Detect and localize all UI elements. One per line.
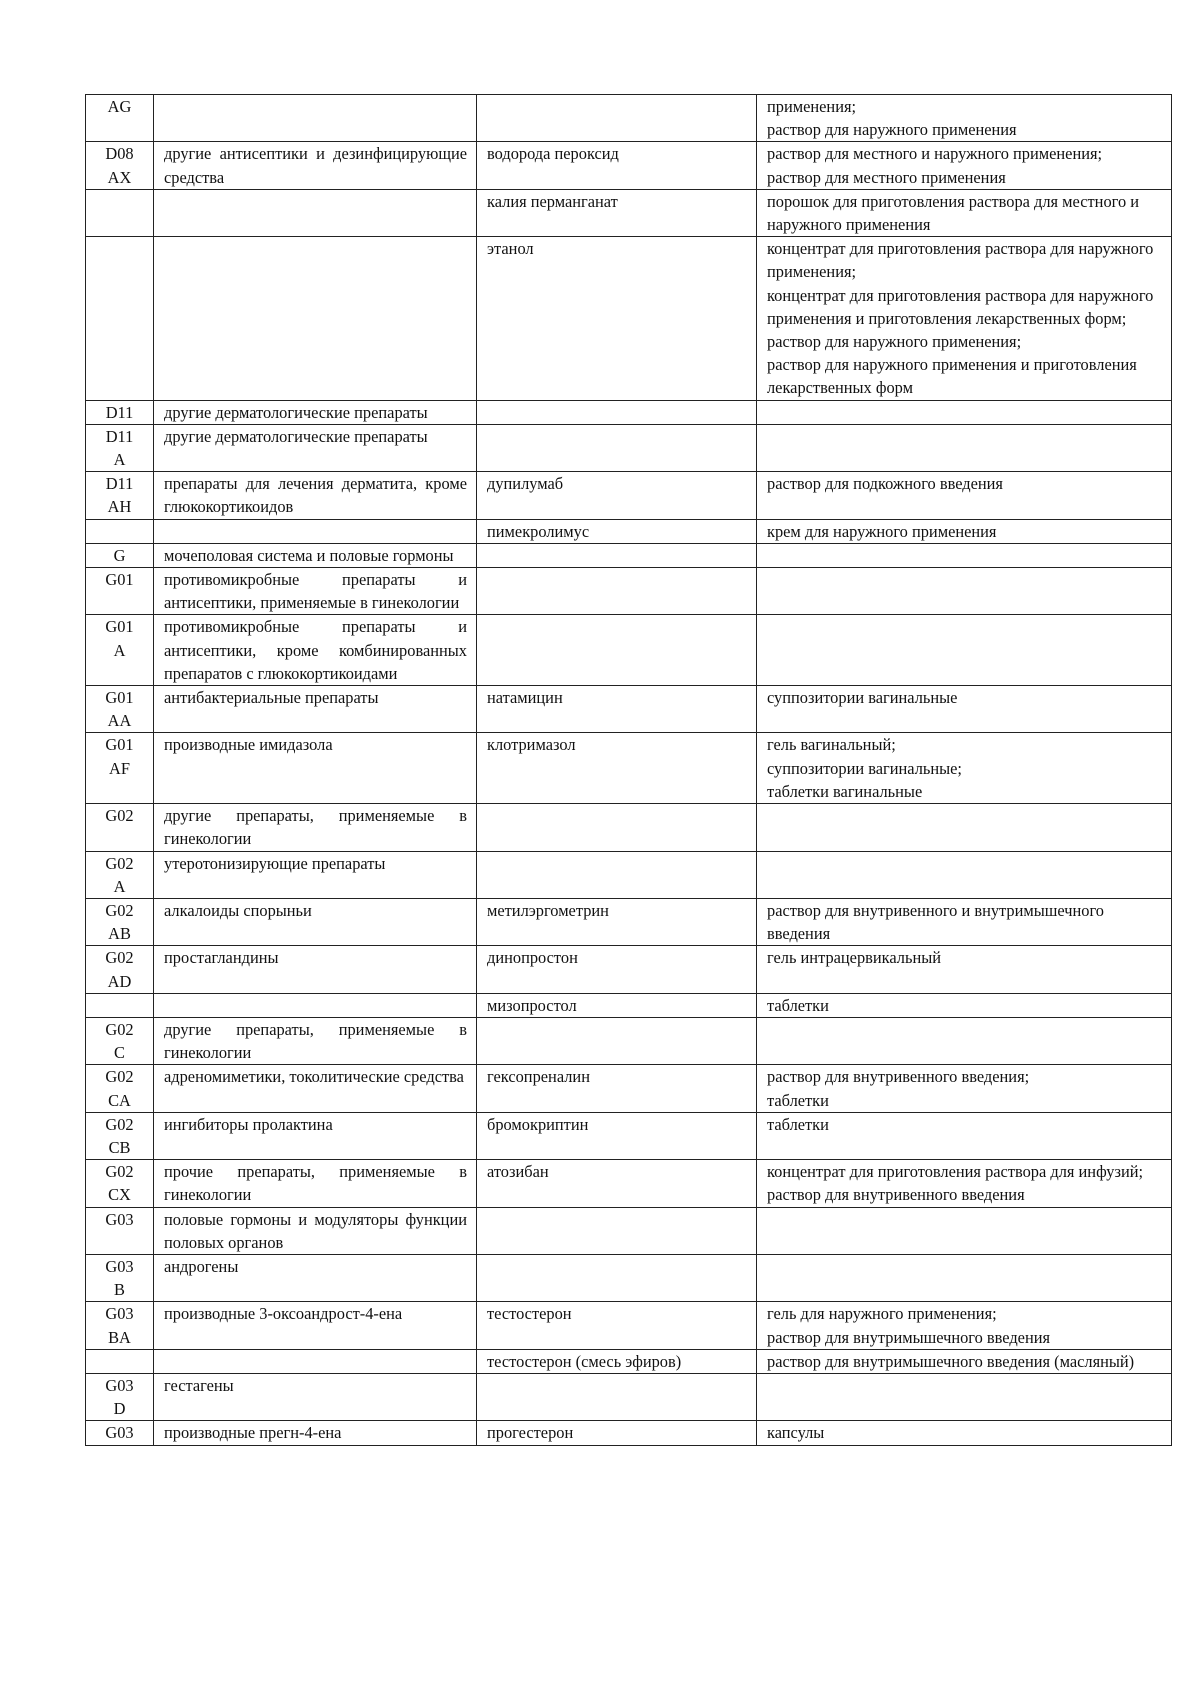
atc-code-cell: G02 AB: [86, 898, 154, 945]
atc-code-cell: G02 AD: [86, 946, 154, 993]
drug-name-cell: водорода пероксид: [477, 142, 757, 189]
drug-name-cell: [477, 400, 757, 424]
drug-name-cell: метилэргометрин: [477, 898, 757, 945]
atc-code-cell: G02 CA: [86, 1065, 154, 1112]
atc-code-cell: G02: [86, 804, 154, 851]
drug-name-cell: дупилумаб: [477, 472, 757, 519]
group-name-cell: [154, 189, 477, 236]
group-name-cell: [154, 519, 477, 543]
table-row: [86, 851, 1172, 898]
dosage-form-cell: раствор для внутривенного и внутримышечного введения: [757, 898, 1172, 945]
dosage-form-cell: [757, 851, 1172, 898]
table-row: [86, 733, 1172, 804]
dosage-form-cell: таблетки: [757, 1112, 1172, 1159]
table-row: [86, 1302, 1172, 1349]
atc-code-cell: G03: [86, 1421, 154, 1445]
dosage-form-cell: гель вагинальный; суппозитории вагинальные; таблетки вагинальные: [757, 733, 1172, 804]
atc-code-cell: [86, 519, 154, 543]
table-row: [86, 472, 1172, 519]
table-row: [86, 686, 1172, 733]
dosage-form-cell: [757, 400, 1172, 424]
drug-name-cell: [477, 1254, 757, 1301]
group-name-cell: другие антисептики и дезинфицирующие средства: [154, 142, 477, 189]
group-name-cell: простагландины: [154, 946, 477, 993]
atc-code-cell: D11: [86, 400, 154, 424]
drug-name-cell: гексопреналин: [477, 1065, 757, 1112]
atc-code-cell: [86, 1349, 154, 1373]
drug-name-cell: тестостерон: [477, 1302, 757, 1349]
atc-code-cell: G03: [86, 1207, 154, 1254]
drug-name-cell: [477, 804, 757, 851]
dosage-form-cell: капсулы: [757, 1421, 1172, 1445]
table-row: [86, 1254, 1172, 1301]
dosage-form-cell: концентрат для приготовления раствора для наружного применения; концентрат для приготовления раствора для наружного применения и приготовления лекарственных форм; раствор для наружного применения; раствор для наружного применения и приготовления лекарственных форм: [757, 237, 1172, 400]
atc-code-cell: G03 B: [86, 1254, 154, 1301]
group-name-cell: утеротонизирующие препараты: [154, 851, 477, 898]
atc-code-cell: G02 C: [86, 1017, 154, 1064]
atc-code-cell: G01 AF: [86, 733, 154, 804]
group-name-cell: антибактериальные препараты: [154, 686, 477, 733]
group-name-cell: [154, 993, 477, 1017]
table-row: [86, 568, 1172, 615]
group-name-cell: [154, 237, 477, 400]
dosage-form-cell: [757, 1254, 1172, 1301]
drug-name-cell: бромокриптин: [477, 1112, 757, 1159]
atc-code-cell: G02 CB: [86, 1112, 154, 1159]
dosage-form-cell: гель для наружного применения; раствор для внутримышечного введения: [757, 1302, 1172, 1349]
atc-code-cell: D08 AX: [86, 142, 154, 189]
group-name-cell: адреномиметики, токолитические средства: [154, 1065, 477, 1112]
drug-name-cell: прогестерон: [477, 1421, 757, 1445]
dosage-form-cell: [757, 568, 1172, 615]
table-row: [86, 1421, 1172, 1445]
group-name-cell: прочие препараты, применяемые в гинекологии: [154, 1160, 477, 1207]
drug-name-cell: [477, 1373, 757, 1420]
table-row: [86, 993, 1172, 1017]
dosage-form-cell: применения; раствор для наружного применения: [757, 95, 1172, 142]
drug-name-cell: [477, 568, 757, 615]
group-name-cell: мочеполовая система и половые гормоны: [154, 543, 477, 567]
group-name-cell: андрогены: [154, 1254, 477, 1301]
group-name-cell: другие препараты, применяемые в гинекологии: [154, 804, 477, 851]
atc-code-cell: D11 A: [86, 424, 154, 471]
atc-code-cell: [86, 189, 154, 236]
drug-name-cell: пимекролимус: [477, 519, 757, 543]
group-name-cell: [154, 1349, 477, 1373]
dosage-form-cell: [757, 1373, 1172, 1420]
atc-code-cell: AG: [86, 95, 154, 142]
drug-name-cell: [477, 851, 757, 898]
table-row: [86, 1207, 1172, 1254]
group-name-cell: другие дерматологические препараты: [154, 400, 477, 424]
dosage-form-cell: [757, 1017, 1172, 1064]
table-row: [86, 804, 1172, 851]
table-row: [86, 1160, 1172, 1207]
dosage-form-cell: [757, 543, 1172, 567]
dosage-form-cell: раствор для местного и наружного применения; раствор для местного применения: [757, 142, 1172, 189]
atc-code-cell: [86, 237, 154, 400]
atc-code-cell: G01 A: [86, 615, 154, 686]
dosage-form-cell: раствор для внутримышечного введения (масляный): [757, 1349, 1172, 1373]
dosage-form-cell: раствор для внутривенного введения; таблетки: [757, 1065, 1172, 1112]
table-row: [86, 237, 1172, 400]
atc-code-cell: G02 CX: [86, 1160, 154, 1207]
drug-name-cell: [477, 543, 757, 567]
drug-name-cell: [477, 1207, 757, 1254]
drug-name-cell: [477, 424, 757, 471]
group-name-cell: противомикробные препараты и антисептики, применяемые в гинекологии: [154, 568, 477, 615]
dosage-form-cell: гель интрацервикальный: [757, 946, 1172, 993]
drug-name-cell: тестостерон (смесь эфиров): [477, 1349, 757, 1373]
dosage-form-cell: крем для наружного применения: [757, 519, 1172, 543]
drug-name-cell: [477, 615, 757, 686]
table-row: [86, 95, 1172, 142]
table-row: [86, 424, 1172, 471]
atc-code-cell: G03 D: [86, 1373, 154, 1420]
group-name-cell: ингибиторы пролактина: [154, 1112, 477, 1159]
drug-name-cell: клотримазол: [477, 733, 757, 804]
atc-code-cell: G: [86, 543, 154, 567]
group-name-cell: противомикробные препараты и антисептики, кроме комбинированных препаратов с глюкокортикоидами: [154, 615, 477, 686]
atc-code-cell: D11 AH: [86, 472, 154, 519]
drug-name-cell: динопростон: [477, 946, 757, 993]
drug-name-cell: [477, 1017, 757, 1064]
atc-code-cell: G03 BA: [86, 1302, 154, 1349]
table-row: [86, 543, 1172, 567]
table-row: [86, 1349, 1172, 1373]
group-name-cell: препараты для лечения дерматита, кроме глюкокортикоидов: [154, 472, 477, 519]
table-row: [86, 1065, 1172, 1112]
drug-table: [85, 94, 1172, 1446]
atc-code-cell: [86, 993, 154, 1017]
dosage-form-cell: таблетки: [757, 993, 1172, 1017]
dosage-form-cell: [757, 1207, 1172, 1254]
dosage-form-cell: суппозитории вагинальные: [757, 686, 1172, 733]
group-name-cell: алкалоиды спорыньи: [154, 898, 477, 945]
dosage-form-cell: порошок для приготовления раствора для местного и наружного применения: [757, 189, 1172, 236]
dosage-form-cell: [757, 424, 1172, 471]
table-row: [86, 1112, 1172, 1159]
dosage-form-cell: [757, 615, 1172, 686]
table-body: [86, 95, 1172, 1446]
drug-name-cell: мизопростол: [477, 993, 757, 1017]
drug-name-cell: атозибан: [477, 1160, 757, 1207]
group-name-cell: другие препараты, применяемые в гинекологии: [154, 1017, 477, 1064]
atc-code-cell: G01: [86, 568, 154, 615]
atc-code-cell: G01 AA: [86, 686, 154, 733]
dosage-form-cell: раствор для подкожного введения: [757, 472, 1172, 519]
group-name-cell: [154, 95, 477, 142]
table-row: [86, 519, 1172, 543]
group-name-cell: гестагены: [154, 1373, 477, 1420]
drug-name-cell: калия перманганат: [477, 189, 757, 236]
table-row: [86, 1373, 1172, 1420]
table-row: [86, 189, 1172, 236]
table-row: [86, 615, 1172, 686]
table-row: [86, 1017, 1172, 1064]
drug-name-cell: [477, 95, 757, 142]
group-name-cell: другие дерматологические препараты: [154, 424, 477, 471]
group-name-cell: производные 3-оксоандрост-4-ена: [154, 1302, 477, 1349]
group-name-cell: производные имидазола: [154, 733, 477, 804]
table-row: [86, 898, 1172, 945]
group-name-cell: производные прегн-4-ена: [154, 1421, 477, 1445]
group-name-cell: половые гормоны и модуляторы функции половых органов: [154, 1207, 477, 1254]
atc-code-cell: G02 A: [86, 851, 154, 898]
drug-name-cell: этанол: [477, 237, 757, 400]
table-row: [86, 142, 1172, 189]
dosage-form-cell: концентрат для приготовления раствора для инфузий; раствор для внутривенного введения: [757, 1160, 1172, 1207]
table-row: [86, 946, 1172, 993]
drug-name-cell: натамицин: [477, 686, 757, 733]
table-row: [86, 400, 1172, 424]
dosage-form-cell: [757, 804, 1172, 851]
